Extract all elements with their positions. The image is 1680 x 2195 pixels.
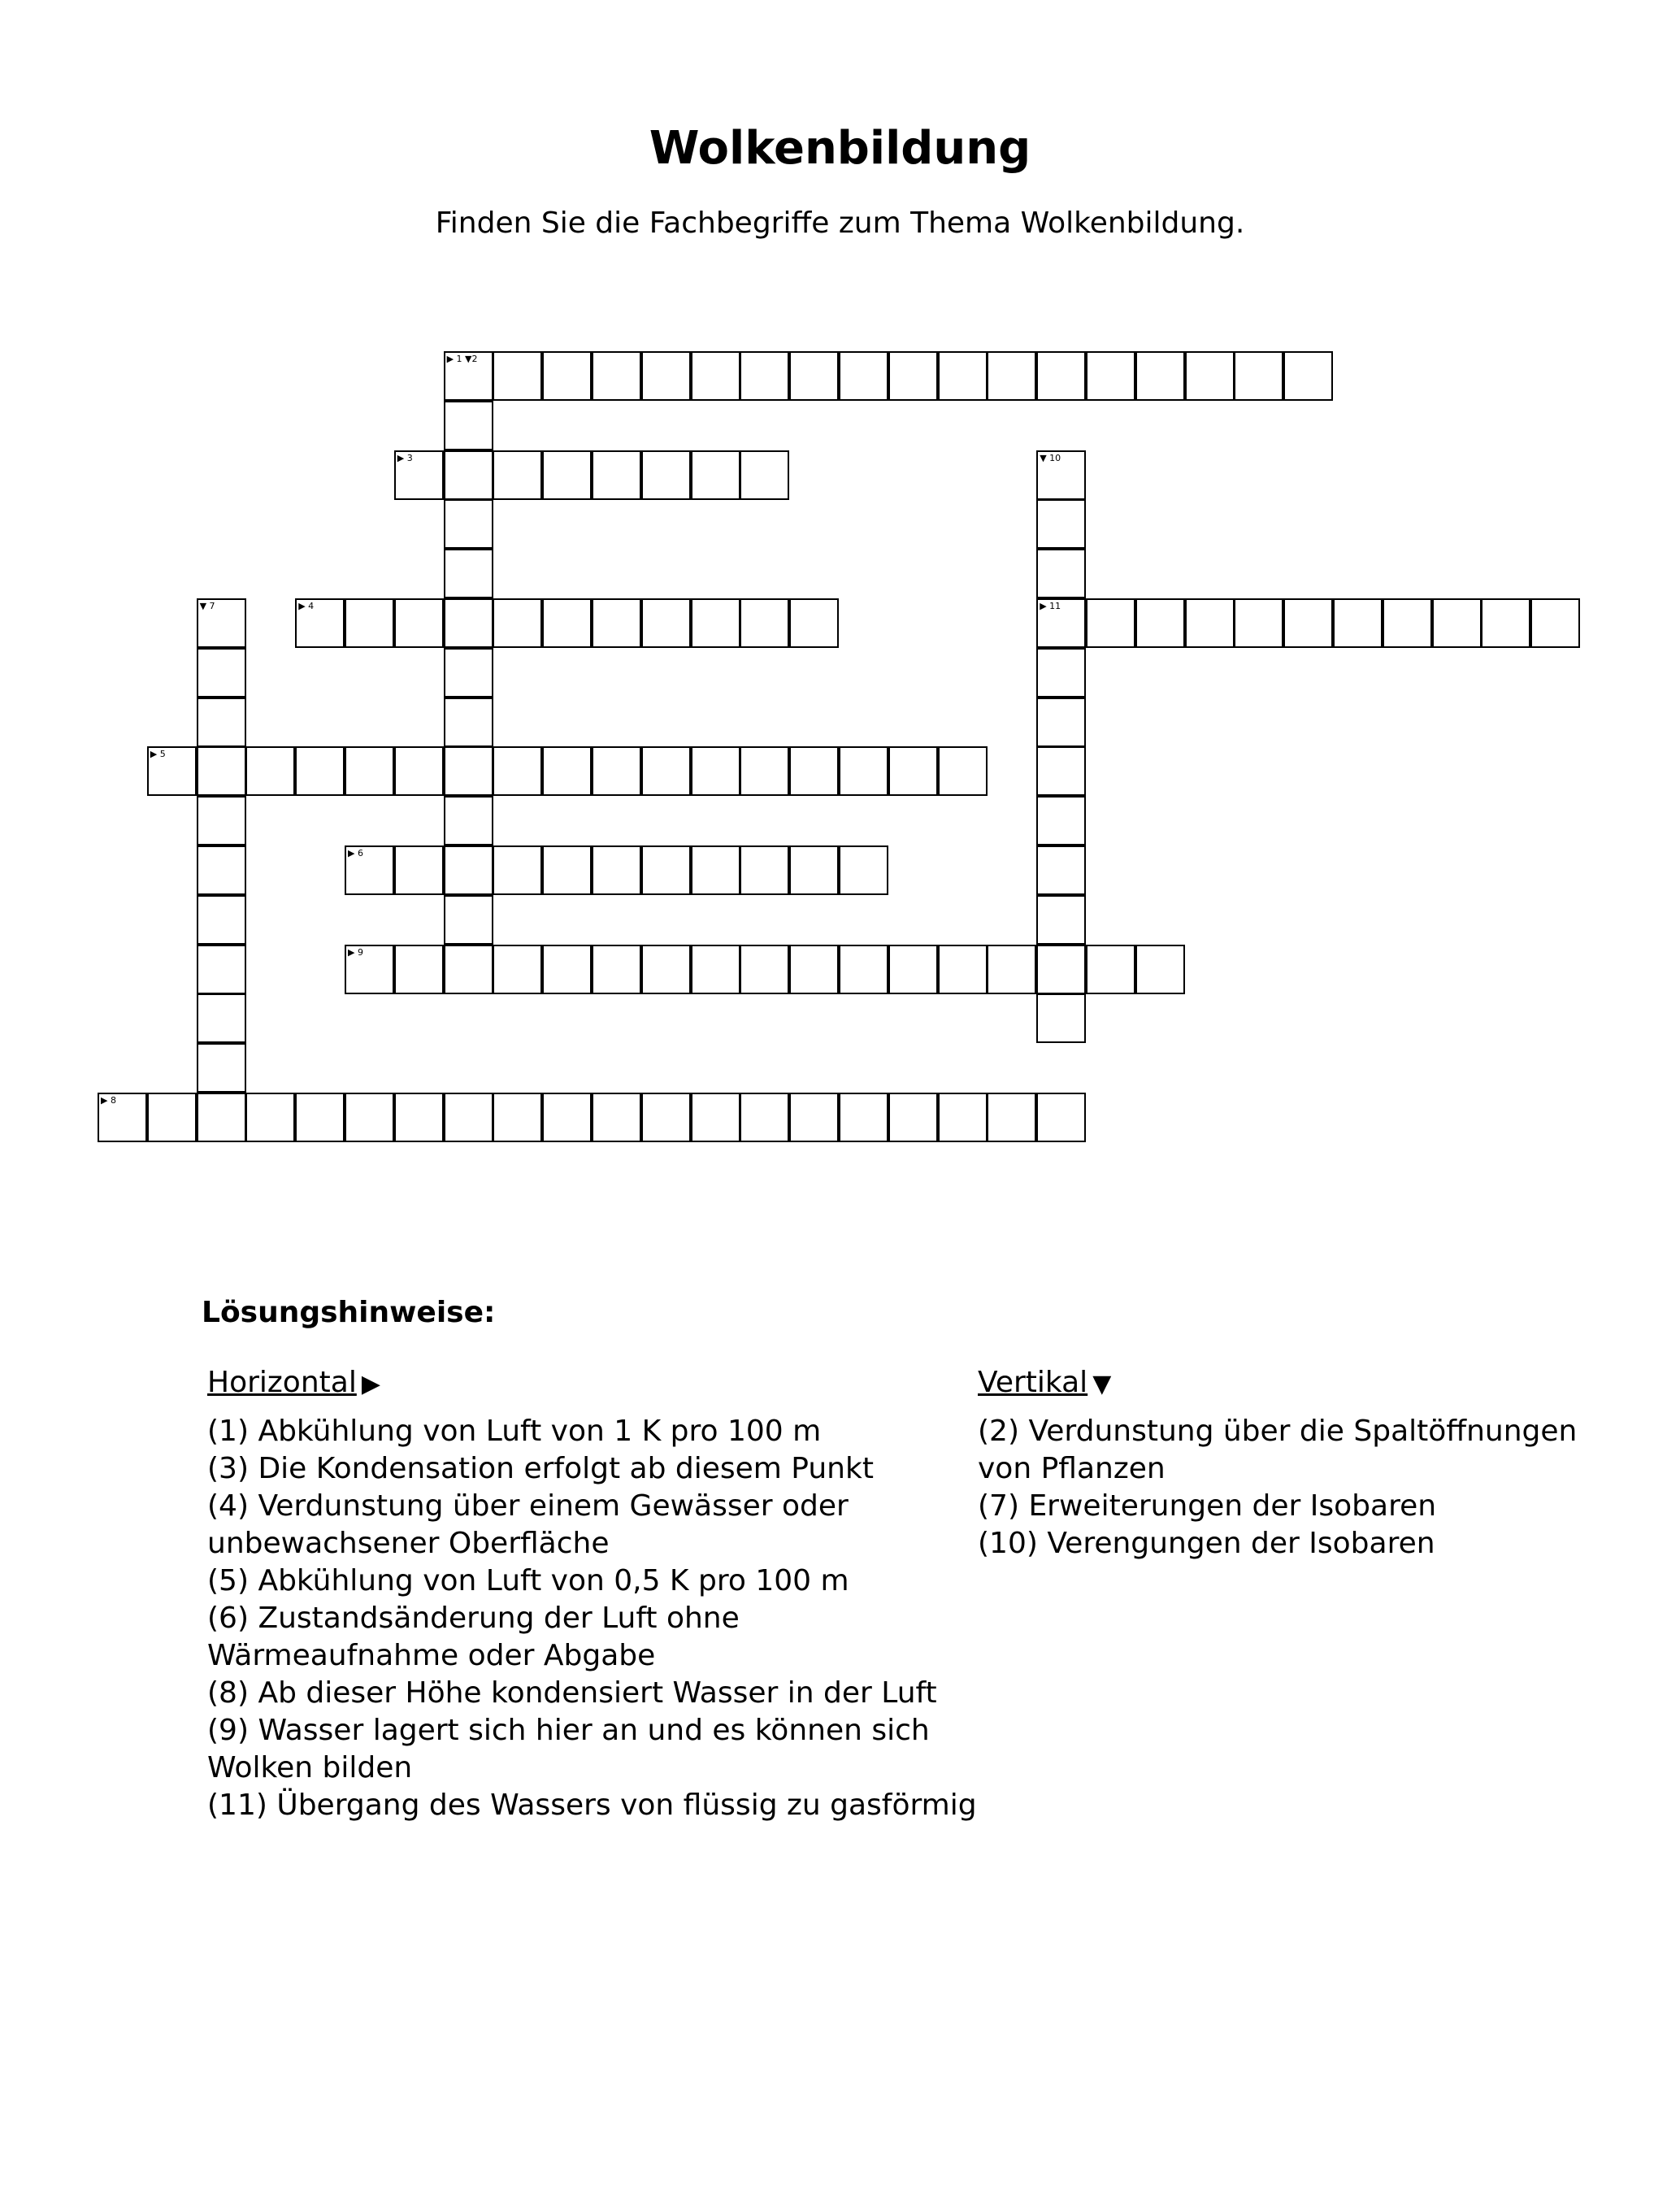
crossword-cell[interactable] [592, 945, 641, 994]
crossword-cell[interactable] [542, 598, 592, 648]
crossword-cell[interactable] [691, 1093, 740, 1142]
crossword-cell[interactable] [740, 845, 789, 895]
horizontal-clue: (9) Wasser lagert sich hier an und es können sich Wolken bilden [207, 1714, 930, 1784]
crossword-cell[interactable] [1036, 648, 1086, 698]
crossword-cell[interactable] [691, 746, 740, 796]
crossword-cell[interactable] [592, 1093, 641, 1142]
right-arrow-icon: ▶ [361, 1370, 380, 1398]
crossword-cell[interactable] [444, 945, 493, 994]
crossword-cell[interactable] [740, 351, 789, 401]
crossword-cell[interactable] [542, 746, 592, 796]
crossword-cell[interactable] [197, 945, 246, 994]
crossword-cell[interactable] [888, 746, 938, 796]
crossword-cell[interactable] [641, 845, 691, 895]
crossword-cell[interactable] [295, 1093, 345, 1142]
crossword-cell[interactable] [542, 450, 592, 500]
crossword-cell[interactable] [197, 746, 246, 796]
crossword-cell[interactable] [1036, 351, 1086, 401]
vertical-clue: (2) Verdunstung über die Spaltöffnungen von Pflanzen [978, 1415, 1578, 1485]
hints-heading: Lösungshinweise: [202, 1296, 496, 1329]
crossword-cell[interactable] [839, 746, 888, 796]
crossword-cell[interactable] [197, 1093, 246, 1142]
crossword-cell[interactable] [641, 351, 691, 401]
crossword-cell[interactable] [592, 746, 641, 796]
crossword-cell[interactable] [740, 945, 789, 994]
crossword-cell[interactable] [542, 845, 592, 895]
crossword-cell[interactable] [987, 945, 1036, 994]
crossword-cell[interactable] [444, 401, 493, 450]
crossword-cell[interactable] [444, 549, 493, 598]
crossword-cell[interactable] [444, 746, 493, 796]
page-subtitle: Finden Sie die Fachbegriffe zum Thema Wolkenbildung. [435, 206, 1245, 240]
crossword-cell[interactable] [641, 945, 691, 994]
clue-number-label: ▶ 6 [348, 848, 363, 858]
crossword-cell[interactable] [197, 845, 246, 895]
crossword-cell[interactable] [789, 598, 839, 648]
crossword-cell[interactable] [789, 746, 839, 796]
crossword-cell[interactable] [1185, 598, 1235, 648]
crossword-cell[interactable] [444, 598, 493, 648]
clue-number-label: ▼ 7 [199, 601, 215, 611]
clue-number-label: ▶ 4 [298, 601, 315, 611]
crossword-cell[interactable] [394, 746, 444, 796]
clue-number-label: ▶ 5 [150, 749, 166, 760]
crossword-cell[interactable] [740, 450, 789, 500]
crossword-cell[interactable] [197, 796, 246, 845]
crossword-cell[interactable] [197, 698, 246, 747]
crossword-cell[interactable] [493, 746, 542, 796]
vertical-heading: Vertikal [978, 1366, 1088, 1399]
down-arrow-icon: ▼ [1092, 1370, 1112, 1398]
crossword-cell[interactable] [1036, 796, 1086, 845]
crossword-cell[interactable] [839, 945, 888, 994]
crossword-cell[interactable] [197, 1043, 246, 1093]
crossword-cell[interactable] [245, 1093, 295, 1142]
crossword-cell[interactable] [592, 598, 641, 648]
crossword-cell[interactable] [493, 450, 542, 500]
crossword-cell[interactable] [938, 945, 988, 994]
crossword-cell[interactable] [197, 993, 246, 1043]
crossword-cell[interactable] [1086, 351, 1135, 401]
crossword-cell[interactable] [888, 1093, 938, 1142]
crossword-cell[interactable] [147, 1093, 197, 1142]
clue-number-label: ▶ 1 ▼2 [446, 354, 478, 364]
crossword-cell[interactable] [1135, 598, 1185, 648]
crossword-cell[interactable] [789, 1093, 839, 1142]
crossword-cell[interactable] [542, 351, 592, 401]
horizontal-clue: (1) Abkühlung von Luft von 1 K pro 100 m [207, 1415, 822, 1448]
horizontal-clues-column [207, 1364, 988, 1824]
vertical-clue: (7) Erweiterungen der Isobaren [978, 1489, 1437, 1523]
crossword-cell[interactable] [641, 1093, 691, 1142]
page-title: Wolkenbildung [649, 122, 1031, 175]
crossword-cell[interactable] [1234, 598, 1283, 648]
crossword-cell[interactable] [1086, 945, 1135, 994]
crossword-cell[interactable] [1036, 1093, 1086, 1142]
crossword-cell[interactable] [691, 351, 740, 401]
crossword-cell[interactable] [444, 648, 493, 698]
horizontal-clue: (3) Die Kondensation erfolgt ab diesem Punkt [207, 1452, 874, 1485]
crossword-cell[interactable] [444, 845, 493, 895]
clue-number-label: ▶ 3 [397, 452, 413, 463]
crossword-cell[interactable] [789, 845, 839, 895]
crossword-cell[interactable] [592, 450, 641, 500]
horizontal-clue: (8) Ab dieser Höhe kondensiert Wasser in der Luft [207, 1676, 937, 1710]
crossword-cell[interactable] [1036, 549, 1086, 598]
crossword-cell[interactable] [789, 945, 839, 994]
crossword-cell[interactable] [691, 845, 740, 895]
crossword-cell[interactable] [197, 648, 246, 698]
clue-number-label: ▶ 8 [101, 1095, 116, 1106]
crossword-cell[interactable] [1530, 598, 1580, 648]
crossword-cell[interactable] [493, 351, 542, 401]
crossword-cell[interactable] [394, 598, 444, 648]
crossword-cell[interactable] [592, 351, 641, 401]
crossword-cell[interactable] [394, 1093, 444, 1142]
crossword-cell[interactable] [394, 845, 444, 895]
horizontal-clue-list [207, 1413, 988, 1824]
crossword-cell[interactable] [493, 598, 542, 648]
crossword-cell[interactable] [1234, 351, 1283, 401]
crossword-cell[interactable] [1036, 895, 1086, 945]
crossword-cell[interactable] [444, 698, 493, 747]
crossword-cell[interactable] [888, 351, 938, 401]
crossword-cell[interactable] [691, 945, 740, 994]
crossword-cell[interactable] [444, 450, 493, 500]
crossword-cell[interactable] [345, 1093, 394, 1142]
crossword-cell[interactable] [1481, 598, 1530, 648]
crossword-cell[interactable] [394, 945, 444, 994]
crossword-cell[interactable] [1185, 351, 1235, 401]
crossword-cell[interactable] [641, 746, 691, 796]
crossword-cell[interactable] [1036, 945, 1086, 994]
crossword-cell[interactable] [444, 796, 493, 845]
horizontal-clue: (4) Verdunstung über einem Gewässer oder unbewachsener Oberfläche [207, 1489, 849, 1560]
vertical-clues-column [978, 1364, 1579, 1563]
crossword-cell[interactable] [1036, 845, 1086, 895]
crossword-cell[interactable] [839, 845, 888, 895]
crossword-cell[interactable] [1135, 945, 1185, 994]
crossword-cell[interactable] [641, 598, 691, 648]
horizontal-clue: (6) Zustandsänderung der Luft ohne Wärmeaufnahme oder Abgabe [207, 1602, 740, 1672]
crossword-cell[interactable] [1135, 351, 1185, 401]
clue-number-label: ▶ 11 [1040, 601, 1061, 611]
vertical-heading-row [978, 1364, 1579, 1403]
crossword-cell[interactable] [444, 499, 493, 549]
crossword-cell[interactable] [938, 746, 988, 796]
clue-number-label: ▶ 9 [348, 946, 363, 958]
horizontal-clue: (11) Übergang des Wassers von flüssig zu gasförmig [207, 1789, 977, 1822]
crossword-cell[interactable] [938, 1093, 988, 1142]
crossword-cell[interactable] [987, 351, 1036, 401]
crossword-cell[interactable] [493, 945, 542, 994]
crossword-cell[interactable] [295, 746, 345, 796]
vertical-clue: (10) Verengungen der Isobaren [978, 1527, 1435, 1560]
crossword-cell[interactable] [245, 746, 295, 796]
crossword-cell[interactable] [1283, 598, 1333, 648]
crossword-cell[interactable] [740, 1093, 789, 1142]
crossword-cell[interactable] [1432, 598, 1482, 648]
horizontal-heading: Horizontal [207, 1366, 357, 1399]
crossword-cell[interactable] [1036, 698, 1086, 747]
crossword-cell[interactable] [444, 895, 493, 945]
crossword-cell[interactable] [1383, 598, 1432, 648]
crossword-cell[interactable] [839, 351, 888, 401]
crossword-cell[interactable] [888, 945, 938, 994]
crossword-cell[interactable] [592, 845, 641, 895]
crossword-cell[interactable] [345, 598, 394, 648]
crossword-cell[interactable] [938, 351, 988, 401]
crossword-cell[interactable] [641, 450, 691, 500]
crossword-cell[interactable] [493, 1093, 542, 1142]
vertical-clue-list [978, 1413, 1579, 1563]
clue-number-label: ▼ 10 [1040, 452, 1061, 463]
crossword-cell[interactable] [987, 1093, 1036, 1142]
crossword-cell[interactable] [1036, 993, 1086, 1043]
crossword-cell[interactable] [542, 1093, 592, 1142]
crossword-cell[interactable] [789, 351, 839, 401]
horizontal-heading-row [207, 1364, 988, 1403]
crossword-cell[interactable] [1036, 746, 1086, 796]
crossword-cell[interactable] [691, 450, 740, 500]
crossword-cell[interactable] [1036, 499, 1086, 549]
crossword-cell[interactable] [1333, 598, 1383, 648]
crossword-cell[interactable] [493, 845, 542, 895]
crossword-cell[interactable] [839, 1093, 888, 1142]
horizontal-clue: (5) Abkühlung von Luft von 0,5 K pro 100 m [207, 1564, 849, 1597]
crossword-cell[interactable] [691, 598, 740, 648]
crossword-cell[interactable] [740, 598, 789, 648]
crossword-cell[interactable] [542, 945, 592, 994]
crossword-cell[interactable] [197, 895, 246, 945]
crossword-cell[interactable] [740, 746, 789, 796]
crossword-cell[interactable] [345, 746, 394, 796]
crossword-cell[interactable] [444, 1093, 493, 1142]
crossword-cell[interactable] [1283, 351, 1333, 401]
crossword-cell[interactable] [1086, 598, 1135, 648]
